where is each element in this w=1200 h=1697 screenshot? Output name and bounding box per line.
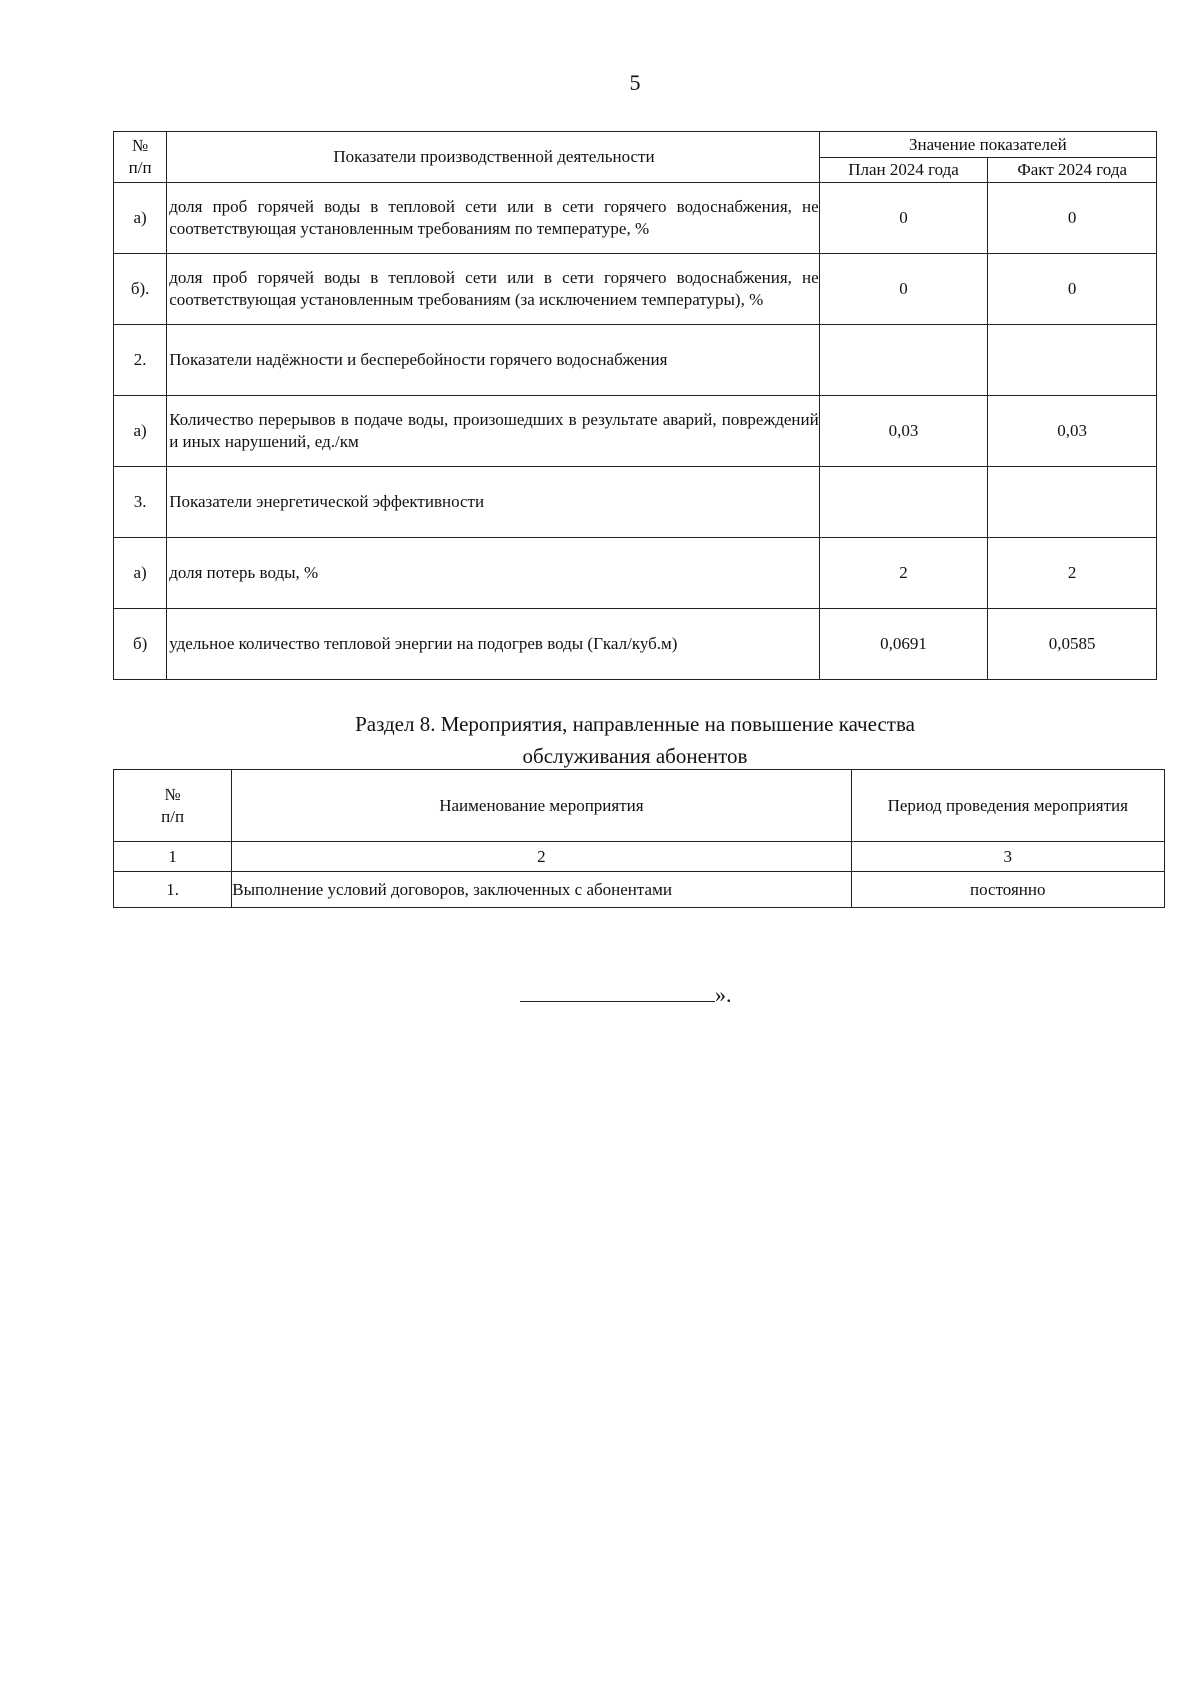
row-plan: 2 <box>819 538 988 609</box>
row-num: 2. <box>114 325 167 396</box>
row-fact: 0 <box>988 254 1157 325</box>
row-num: 3. <box>114 467 167 538</box>
row-measure-name: Выполнение условий договоров, заключенных с абонентами <box>232 872 851 908</box>
row-plan: 0,0691 <box>819 609 988 680</box>
header-fact: Факт 2024 года <box>988 158 1157 183</box>
row-fact: 0 <box>988 183 1157 254</box>
row-fact: 2 <box>988 538 1157 609</box>
row-num: б). <box>114 254 167 325</box>
row-num: а) <box>114 183 167 254</box>
index-num: 1 <box>114 842 232 872</box>
measures-table <box>113 769 1165 908</box>
header-values-group: Значение показателей <box>819 132 1156 158</box>
row-plan: 0 <box>819 254 988 325</box>
performance-indicators-table <box>113 131 1157 680</box>
row-period: постоянно <box>851 872 1164 908</box>
row-num: б) <box>114 609 167 680</box>
table-row <box>114 325 1157 396</box>
page-number: 5 <box>629 70 641 95</box>
row-plan: 0,03 <box>819 396 988 467</box>
row-indicator: доля потерь воды, % <box>167 538 820 609</box>
row-fact <box>988 467 1157 538</box>
row-fact: 0,0585 <box>988 609 1157 680</box>
table-row <box>114 254 1157 325</box>
header-num: № п/п <box>114 132 167 183</box>
row-indicator: Количество перерывов в подаче воды, произошедших в результате аварий, повреждений и иных нарушений, ед./км <box>167 396 820 467</box>
table-row <box>114 872 1165 908</box>
row-indicator: Показатели энергетической эффективности <box>167 467 820 538</box>
row-indicator: Показатели надёжности и бесперебойности горячего водоснабжения <box>167 325 820 396</box>
closing-mark <box>520 982 750 1008</box>
row-plan: 0 <box>819 183 988 254</box>
table-row <box>114 609 1157 680</box>
table-row <box>114 396 1157 467</box>
row-fact: 0,03 <box>988 396 1157 467</box>
header-measure-name: Наименование мероприятия <box>232 770 851 842</box>
row-indicator: доля проб горячей воды в тепловой сети или в сети горячего водоснабжения, не соответствующая установленным требованиям по температуре, % <box>167 183 820 254</box>
section-8-title-line2: обслуживания абонентов <box>522 744 748 768</box>
header-num: № п/п <box>114 770 232 842</box>
signature-line <box>520 985 715 1002</box>
table-row <box>114 467 1157 538</box>
table-row <box>114 538 1157 609</box>
header-period: Период проведения мероприятия <box>851 770 1164 842</box>
row-indicator: доля проб горячей воды в тепловой сети или в сети горячего водоснабжения, не соответствующая установленным требованиям (за исключением температуры), % <box>167 254 820 325</box>
row-plan <box>819 467 988 538</box>
row-num: а) <box>114 396 167 467</box>
index-name: 2 <box>232 842 851 872</box>
index-period: 3 <box>851 842 1164 872</box>
row-fact <box>988 325 1157 396</box>
table-row <box>114 183 1157 254</box>
header-plan: План 2024 года <box>819 158 988 183</box>
row-indicator: удельное количество тепловой энергии на подогрев воды (Гкал/куб.м) <box>167 609 820 680</box>
section-8-title <box>250 708 1020 772</box>
section-8-title-line1: Раздел 8. Мероприятия, направленные на повышение качества <box>355 712 915 736</box>
row-plan <box>819 325 988 396</box>
header-indicator: Показатели производственной деятельности <box>167 132 820 183</box>
row-num: а) <box>114 538 167 609</box>
row-num: 1. <box>114 872 232 908</box>
closing-quote: ». <box>715 982 732 1007</box>
